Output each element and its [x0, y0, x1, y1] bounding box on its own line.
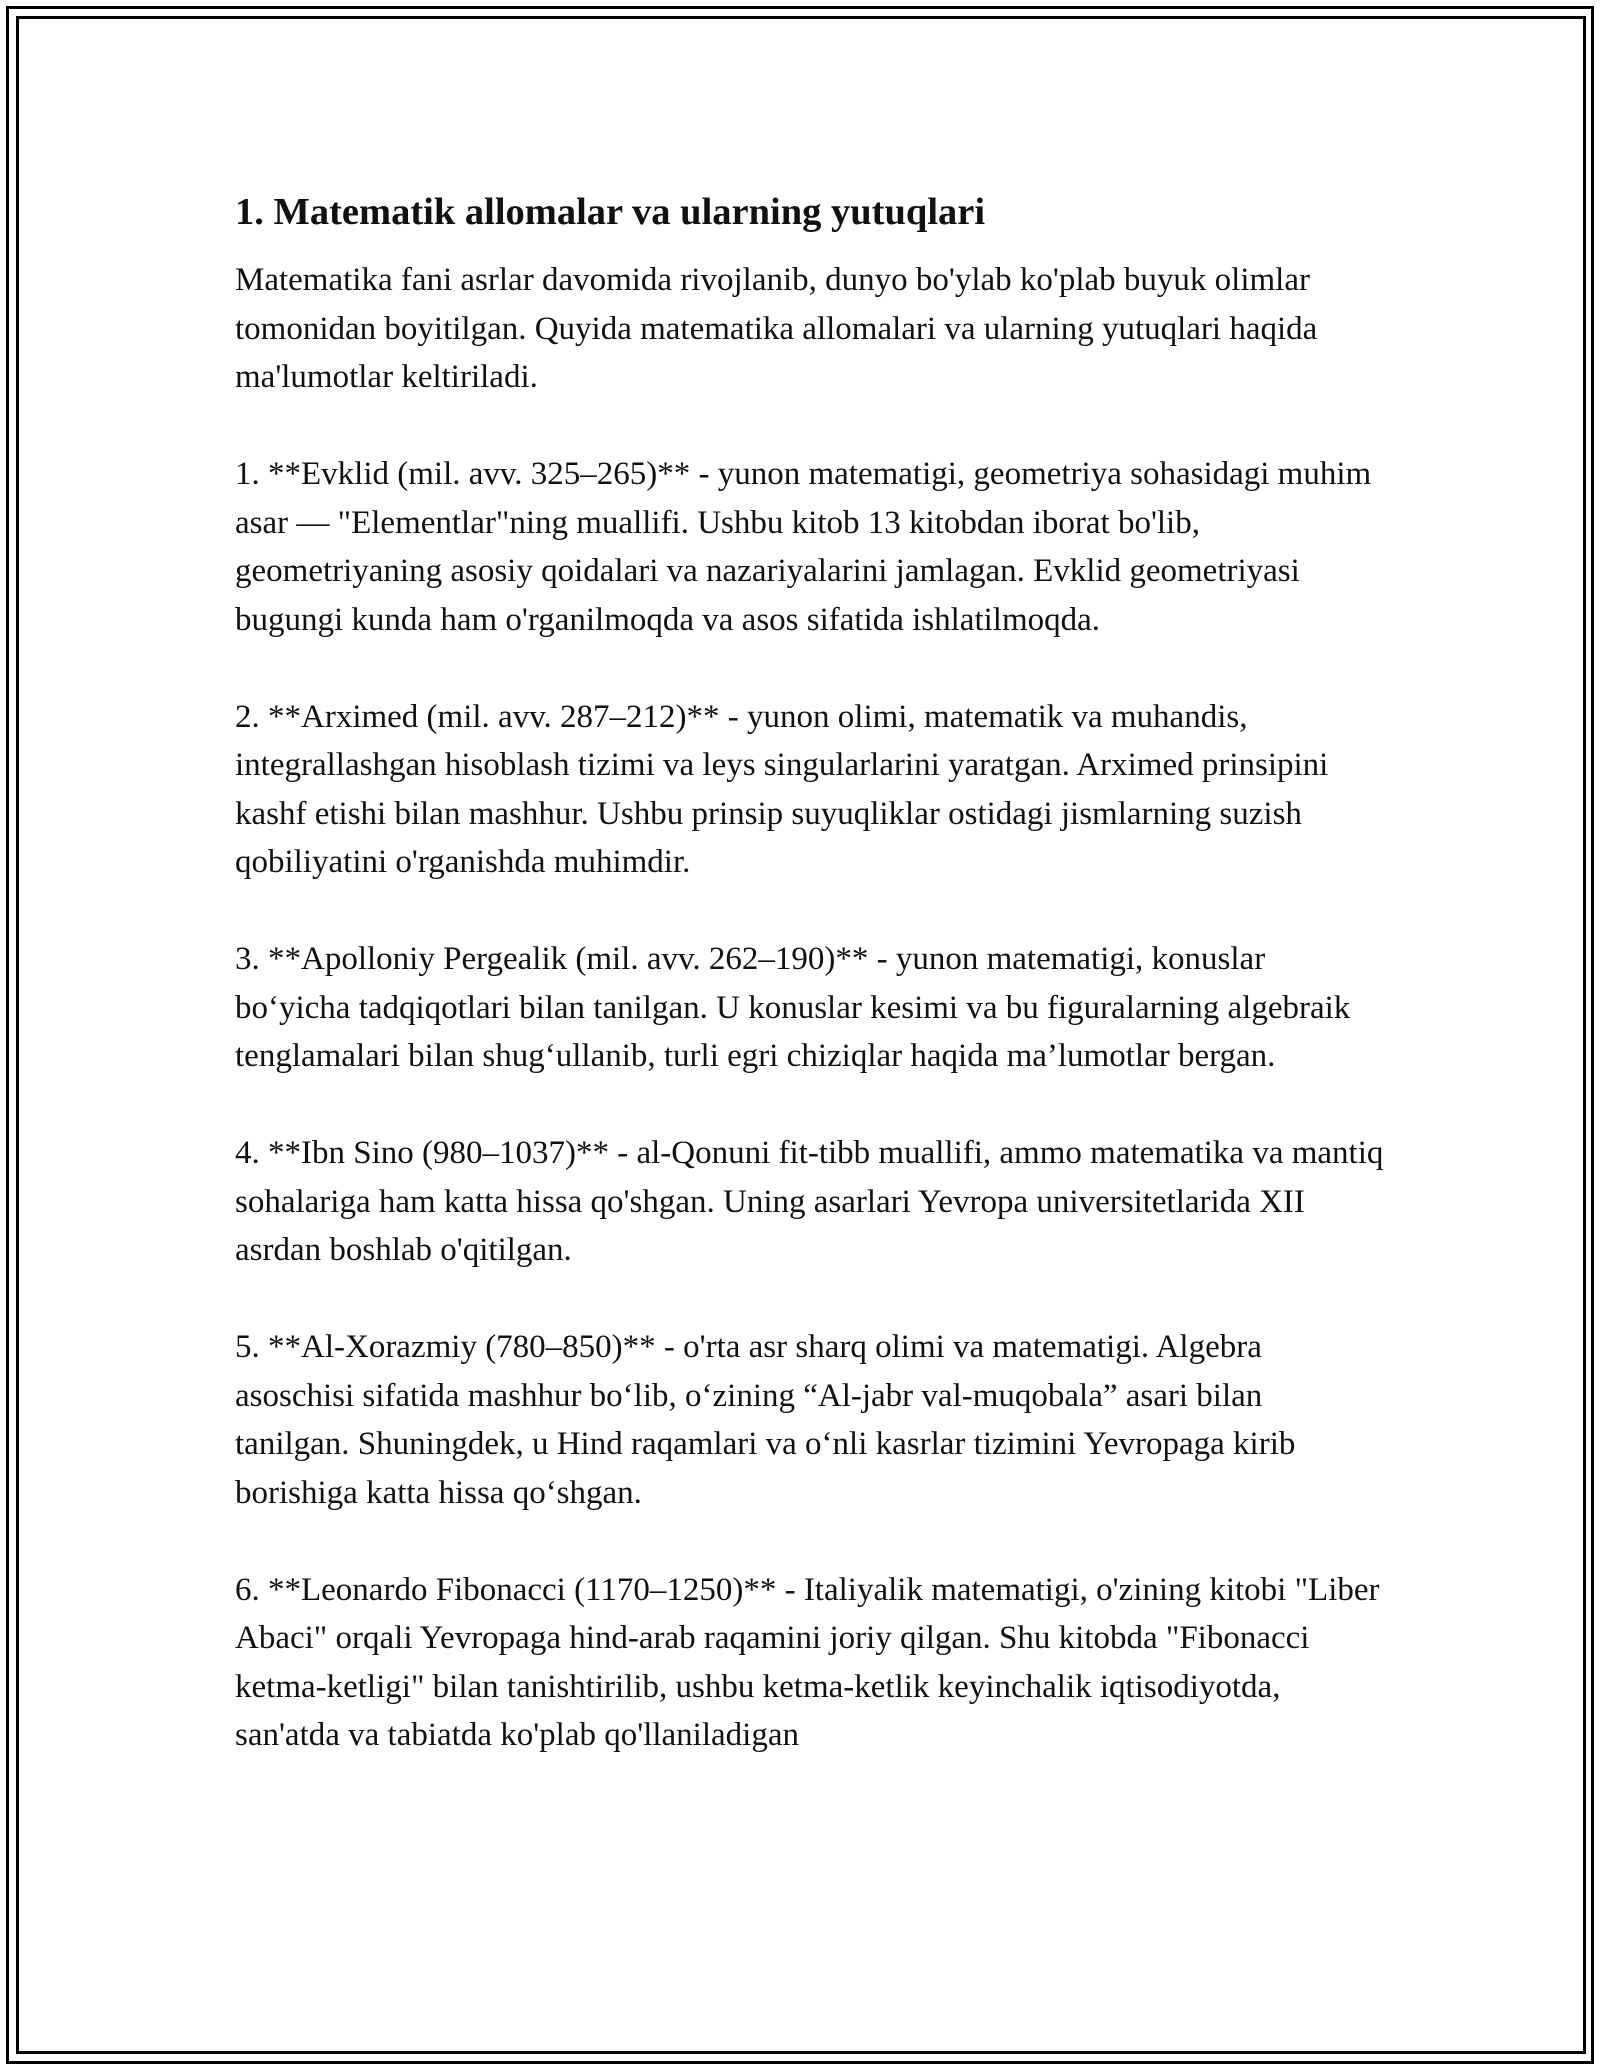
list-item-arximed: 2. **Arximed (mil. avv. 287–212)** - yunon olimi, matematik va muhandis, integrallashgan hisoblash tizimi va leys singularlarini yaratgan. Arximed prinsipini kashf etishi bilan mashhur. Ushbu prinsip suyuqliklar ostidagi jismlarning suzish qobiliyatini o'rganishda muhimdir. — [235, 698, 1329, 880]
list-item-ibn-sino: 4. **Ibn Sino (980–1037)** - al-Qonuni fit-tibb muallifi, ammo matematika va mantiq sohalariga ham katta hissa qo'shgan. Uning asarlari Yevropa universitetlarida XII asrdan boshlab o'qitilgan. — [235, 1135, 1384, 1268]
list-item-al-xorazmiy: 5. **Al-Xorazmiy (780–850)** - o'rta asr sharq olimi va matematigi. Algebra asoschisi sifatida mashhur bo‘lib, o‘zining “Al-jabr val-muqobala” asari bilan tanilgan. Shuningdek, u Hind raqamlari va o‘nli kasrlar tizimini Yevropaga kirib borishiga katta hissa qo‘shgan. — [235, 1329, 1296, 1511]
document-body — [235, 186, 1385, 1760]
intro-paragraph: Matematika fani asrlar davomida rivojlanib, dunyo bo'ylab ko'plab buyuk olimlar tomonidan boyitilgan. Quyida matematika allomalari va ularning yutuqlari haqida ma'lumotlar keltiriladi. — [235, 262, 1318, 395]
list-item-fibonacci: 6. **Leonardo Fibonacci (1170–1250)** - Italiyalik matematigi, o'zining kitobi "Liber Abaci" orqali Yevropaga hind-arab raqamini joriy qilgan. Shu kitobda "Fibonacci ketma-ketligi" bilan tanishtirilib, ushbu ketma-ketlik keyinchalik iqtisodiyotda, san'atda va tabiatda ko'plab qo'llaniladigan — [235, 1571, 1380, 1753]
list-item-evklid: 1. **Evklid (mil. avv. 325–265)** - yunon matematigi, geometriya sohasidagi muhim asar — "Elementlar"ning muallifi. Ushbu kitob 13 kitobdan iborat bo'lib, geometriyaning asosiy qoidalari va nazariyalarini jamlagan. Evklid geometriyasi bugungi kunda ham o'rganilmoqda va asos sifatida ishlatilmoqda. — [235, 456, 1372, 638]
section-heading: 1. Matematik allomalar va ularning yutuqlari — [235, 191, 986, 233]
list-item-apolloniy: 3. **Apolloniy Pergealik (mil. avv. 262–190)** - yunon matematigi, konuslar bo‘yicha tadqiqotlari bilan tanilgan. U konuslar kesimi va bu figuralarning algebraik tenglamalari bilan shug‘ullanib, turli egri chiziqlar haqida ma’lumotlar bergan. — [235, 941, 1351, 1074]
